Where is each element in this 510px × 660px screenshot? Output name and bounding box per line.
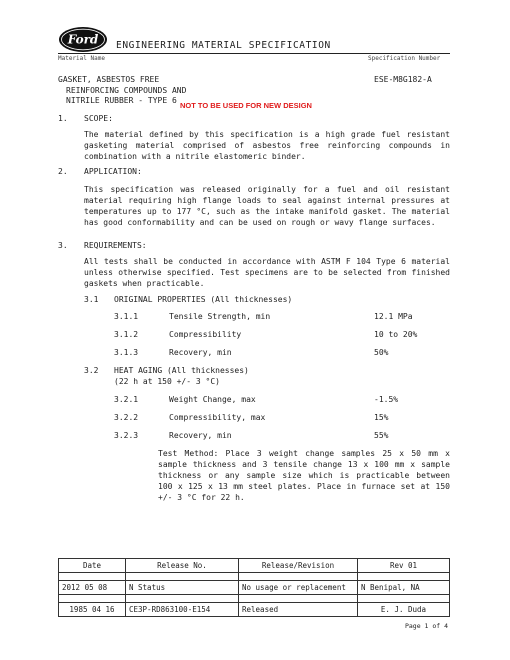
item-label: Recovery, min: [169, 348, 232, 357]
material-name-line2: REINFORCING COMPOUNDS AND: [66, 86, 187, 95]
table-cell: CE3P-RD863100-E154: [126, 603, 239, 617]
ford-logo: [58, 26, 108, 53]
table-cell: E. J. Duda: [358, 603, 450, 617]
table-cell: N Status: [126, 581, 239, 595]
section-2-text: This specification was released originally for a fuel and oil resistant material requiring high flange loads to seal against internal pressures at temperatures up to 177 °C, such as the intake manifold gasket. The material has good conformability and can be used on rough or wavy flange surfaces.: [84, 185, 450, 227]
section-2-title: APPLICATION:: [84, 167, 142, 176]
section-1-text: The material defined by this specification is a high grade fuel resistant gasketing material comprised of asbestos free reinforcing compounds in combination with a nitrile elastomeric binder.: [84, 130, 450, 161]
item-number: 3.2.3: [114, 431, 139, 440]
section-3-number: 3.: [58, 241, 68, 250]
section-3-title: REQUIREMENTS:: [84, 241, 147, 250]
section-2-number: 2.: [58, 167, 68, 176]
section-1-number: 1.: [58, 114, 68, 123]
item-value: 10 to 20%: [374, 330, 418, 339]
item-number: 3.2.1: [114, 395, 139, 404]
section-3-text: All tests shall be conducted in accordance with ASTM F 104 Type 6 material unless otherwise specified. Test specimens are to be selected from finished gaskets when practicable.: [84, 257, 450, 288]
item-number: 3.1.3: [114, 348, 139, 357]
section-3-2-number: 3.2: [84, 366, 99, 375]
column-header-release-no: Release No.: [126, 559, 239, 573]
revision-table: [58, 558, 450, 617]
item-number: 3.2.2: [114, 413, 139, 422]
table-spacer-row: [59, 595, 450, 603]
item-value: 55%: [374, 431, 389, 440]
table-spacer-row: [59, 573, 450, 581]
material-name-line3: NITRILE RUBBER - TYPE 6: [66, 96, 177, 105]
column-header-rev: Rev 01: [358, 559, 450, 573]
section-3-1-title: ORIGINAL PROPERTIES (All thicknesses): [114, 295, 293, 304]
item-label: Recovery, min: [169, 431, 232, 440]
table-cell: Released: [239, 603, 358, 617]
test-method-text: Test Method: Place 3 weight change samples 25 x 50 mm x sample thickness and 3 tensile change 13 x 100 mm x sample thickness or any sample size which is practicable between 100 x 125 x 13 mm steel plates. Place in furnace set at 150 +/- 3 °C for 22 h.: [158, 449, 450, 502]
section-3-2-subtitle: (22 h at 150 +/- 3 °C): [114, 377, 220, 386]
document-title: ENGINEERING MATERIAL SPECIFICATION: [116, 40, 331, 51]
item-value: -1.5%: [374, 395, 399, 404]
table-cell: No usage or replacement: [239, 581, 358, 595]
item-label: Compressibility: [169, 330, 242, 339]
section-3-1-number: 3.1: [84, 295, 99, 304]
table-row: [59, 581, 450, 595]
item-number: 3.1.2: [114, 330, 139, 339]
item-label: Compressibility, max: [169, 413, 266, 422]
material-name-label: Material Name: [58, 55, 105, 62]
column-header-date: Date: [59, 559, 126, 573]
not-for-new-design-warning: NOT TO BE USED FOR NEW DESIGN: [180, 101, 312, 110]
item-value: 12.1 MPa: [374, 312, 413, 321]
material-name-line1: GASKET, ASBESTOS FREE: [58, 75, 160, 84]
header-rule: [58, 53, 450, 54]
spec-number: ESE-M8G182-A: [374, 75, 432, 84]
logo-text: Ford: [67, 32, 99, 47]
item-value: 50%: [374, 348, 389, 357]
page-number: Page 1 of 4: [404, 622, 448, 630]
spec-number-label: Specification Number: [368, 55, 441, 62]
table-row: [59, 603, 450, 617]
item-label: Tensile Strength, min: [169, 312, 271, 321]
column-header-release-revision: Release/Revision: [239, 559, 358, 573]
table-header-row: [59, 559, 450, 573]
item-value: 15%: [374, 413, 389, 422]
item-label: Weight Change, max: [169, 395, 256, 404]
table-cell: N Benipal, NA: [358, 581, 450, 595]
table-cell: 2012 05 08: [59, 581, 126, 595]
table-cell: 1985 04 16: [59, 603, 126, 617]
section-1-title: SCOPE:: [84, 114, 113, 123]
item-number: 3.1.1: [114, 312, 139, 321]
section-3-2-title: HEAT AGING (All thicknesses): [114, 366, 249, 375]
